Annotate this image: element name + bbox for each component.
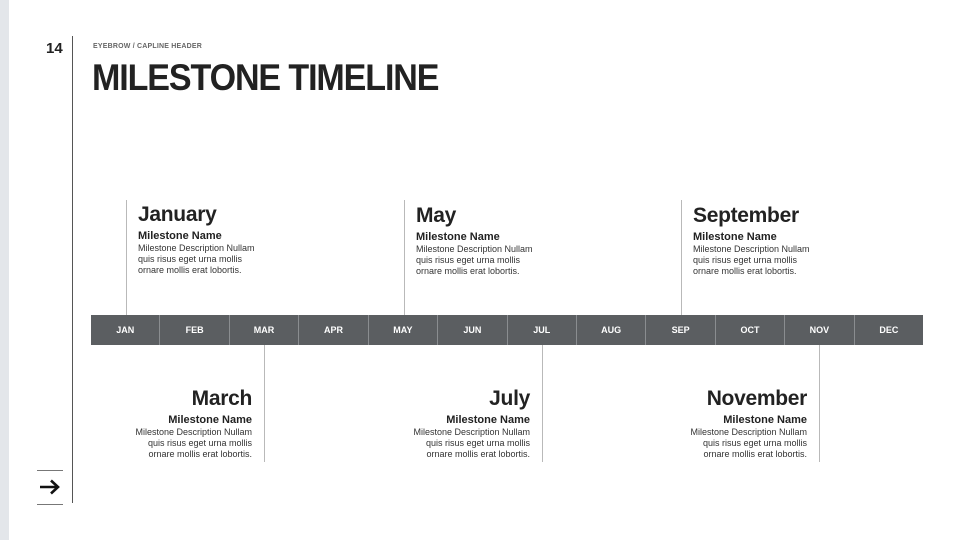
- connector-may: [404, 200, 405, 315]
- month-cell-apr: APR: [299, 315, 368, 345]
- milestone-name: Milestone Name: [693, 231, 777, 243]
- description-line: ornare mollis erat lobortis.: [426, 449, 530, 459]
- description-line: ornare mollis erat lobortis.: [138, 265, 242, 275]
- description-line: quis risus eget urna mollis: [425, 438, 530, 448]
- milestone-november: [672, 387, 807, 460]
- description-line: Milestone Description Nullam: [413, 427, 530, 437]
- month-cell-jan: JAN: [91, 315, 160, 345]
- milestone-month: September: [693, 204, 799, 227]
- milestone-description: [138, 243, 273, 276]
- description-line: ornare mollis erat lobortis.: [693, 266, 797, 276]
- connector-january: [126, 200, 127, 315]
- slide-title: MILESTONE TIMELINE: [92, 57, 439, 98]
- milestone-january: [138, 203, 273, 276]
- milestone-july: [395, 387, 530, 460]
- connector-march: [264, 345, 265, 462]
- description-line: quis risus eget urna mollis: [702, 438, 807, 448]
- description-line: ornare mollis erat lobortis.: [703, 449, 807, 459]
- milestone-description: [416, 244, 551, 277]
- month-cell-feb: FEB: [160, 315, 229, 345]
- eyebrow-header: EYEBROW / CAPLINE HEADER: [93, 43, 203, 50]
- milestone-name: Milestone Name: [168, 414, 252, 426]
- milestone-name: Milestone Name: [138, 230, 222, 242]
- month-cell-sep: SEP: [646, 315, 715, 345]
- month-cell-may: MAY: [369, 315, 438, 345]
- month-cell-oct: OCT: [716, 315, 785, 345]
- milestone-name: Milestone Name: [723, 414, 807, 426]
- milestone-description: [672, 427, 807, 460]
- description-line: quis risus eget urna mollis: [693, 255, 798, 265]
- description-line: Milestone Description Nullam: [416, 244, 533, 254]
- milestone-month: March: [191, 387, 252, 410]
- milestone-month: November: [706, 387, 807, 410]
- month-cell-aug: AUG: [577, 315, 646, 345]
- milestone-description: [117, 427, 252, 460]
- connector-september: [681, 200, 682, 315]
- month-cell-mar: MAR: [230, 315, 299, 345]
- milestone-month: May: [416, 204, 456, 227]
- description-line: quis risus eget urna mollis: [138, 254, 243, 264]
- milestone-march: [117, 387, 252, 460]
- month-cell-jul: JUL: [508, 315, 577, 345]
- month-cell-jun: JUN: [438, 315, 507, 345]
- arrow-right-icon: [39, 479, 61, 495]
- description-line: Milestone Description Nullam: [135, 427, 252, 437]
- milestone-may: [416, 204, 551, 277]
- left-accent-strip: [0, 0, 9, 540]
- milestone-month: January: [138, 203, 217, 226]
- month-cell-nov: NOV: [785, 315, 854, 345]
- connector-november: [819, 345, 820, 462]
- description-line: quis risus eget urna mollis: [416, 255, 521, 265]
- month-cell-dec: DEC: [855, 315, 923, 345]
- description-line: quis risus eget urna mollis: [147, 438, 252, 448]
- milestone-name: Milestone Name: [446, 414, 530, 426]
- next-slide-button[interactable]: [37, 470, 63, 505]
- page-number: 14: [46, 40, 63, 57]
- description-line: Milestone Description Nullam: [690, 427, 807, 437]
- milestone-name: Milestone Name: [416, 231, 500, 243]
- description-line: Milestone Description Nullam: [693, 244, 810, 254]
- milestone-september: [693, 204, 828, 277]
- month-bar: [91, 315, 923, 345]
- milestone-description: [693, 244, 828, 277]
- milestone-month: July: [489, 387, 530, 410]
- connector-july: [542, 345, 543, 462]
- milestone-description: [395, 427, 530, 460]
- description-line: ornare mollis erat lobortis.: [148, 449, 252, 459]
- vertical-divider: [72, 36, 73, 503]
- description-line: Milestone Description Nullam: [138, 243, 255, 253]
- description-line: ornare mollis erat lobortis.: [416, 266, 520, 276]
